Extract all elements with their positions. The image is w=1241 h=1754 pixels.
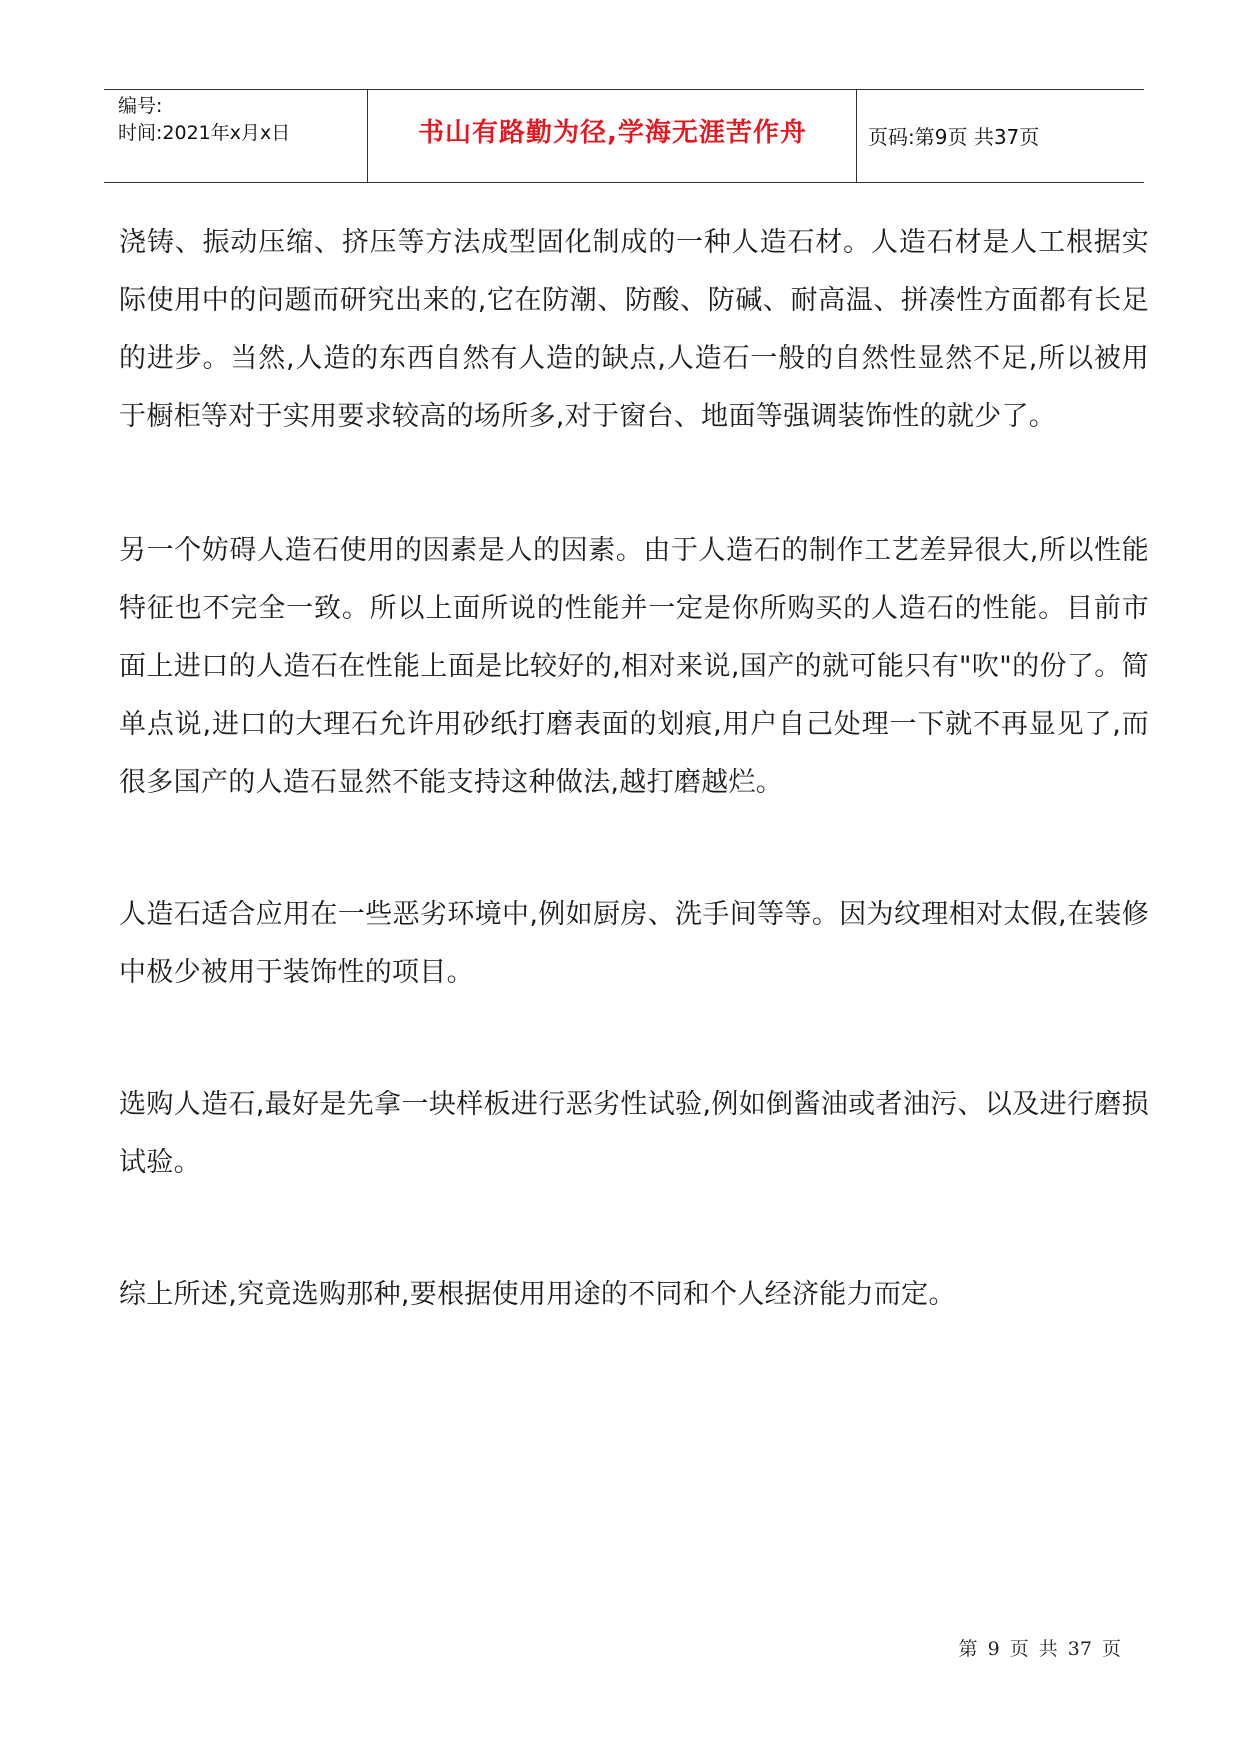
document-number-label: 编号: xyxy=(118,95,163,117)
paragraph-4: 选购人造石,最好是先拿一块样板进行恶劣性试验,例如倒酱油或者油污、以及进行磨损试验。 xyxy=(119,1089,1149,1178)
header-divider-left xyxy=(367,90,368,182)
header-divider-right xyxy=(856,90,857,182)
paragraph-3: 人造石适合应用在一些恶劣环境中,例如厨房、洗手间等等。因为纹理相对太假,在装修中极少被用于装饰性的项目。 xyxy=(119,899,1149,988)
page-footer: 第 9 页 共 37 页 xyxy=(958,1638,1121,1660)
header-meta xyxy=(118,93,368,147)
paragraph-2: 另一个妨碍人造石使用的因素是人的因素。由于人造石的制作工艺差异很大,所以性能特征也不完全一致。所以上面所说的性能并一定是你所购买的人造石的性能。目前市面上进口的人造石在性能上面是比较好的,相对来说,国产的就可能只有"吹"的份了。简单点说,进口的大理石允许用砂纸打磨表面的划痕,用户自己处理一下就不再显见了,而很多国产的人造石显然不能支持这种做法,越打磨越烂。 xyxy=(119,535,1149,798)
header-page-code: 页码:第9页 共37页 xyxy=(868,125,1040,149)
paragraph-5: 综上所述,究竟选购那种,要根据使用用途的不同和个人经济能力而定。 xyxy=(119,1279,956,1310)
header-motto: 书山有路勤为径,学海无涯苦作舟 xyxy=(418,118,807,148)
document-date: 时间:2021年x月x日 xyxy=(118,122,291,144)
paragraph-1: 浇铸、振动压缩、挤压等方法成型固化制成的一种人造石材。人造石材是人工根据实际使用中的问题而研究出来的,它在防潮、防酸、防碱、耐高温、拼凑性方面都有长足的进步。当然,人造的东西自然有人造的缺点,人造石一般的自然性显然不足,所以被用于橱柜等对于实用要求较高的场所多,对于窗台、地面等强调装饰性的就少了。 xyxy=(119,227,1149,432)
document-body xyxy=(119,214,1149,1396)
document-header xyxy=(104,89,1144,183)
